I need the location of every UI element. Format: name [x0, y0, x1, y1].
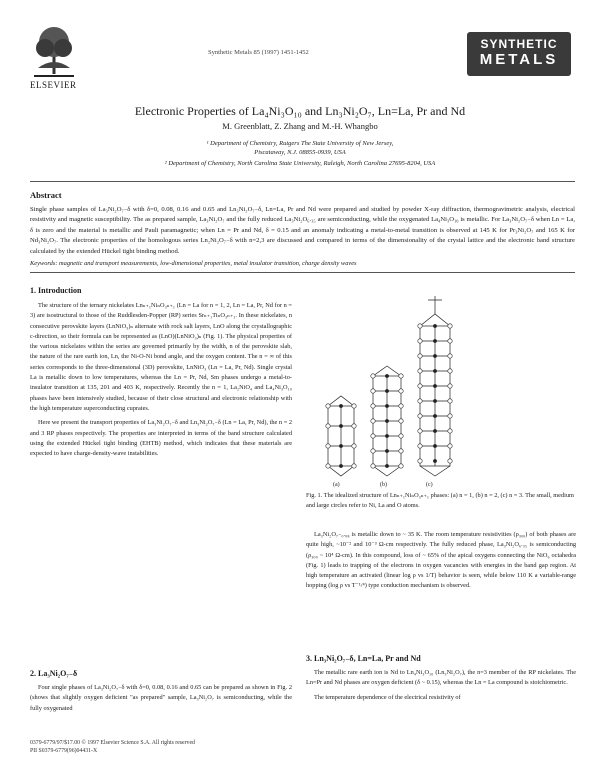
atom-marker: [385, 464, 388, 467]
atom-marker: [448, 324, 452, 328]
section-3-heading: 3. Ln₃Ni₂O₇₋δ, Ln=La, Pr and Nd: [306, 654, 421, 663]
atom-marker: [433, 369, 436, 372]
atom-marker: [448, 414, 452, 418]
atom-marker: [418, 399, 422, 403]
atom-marker: [399, 389, 403, 393]
atom-marker: [326, 464, 330, 468]
section-3-body: [306, 668, 576, 707]
publisher-name: ELSEVIER: [30, 80, 77, 90]
atom-marker: [448, 354, 452, 358]
atom-marker: [399, 464, 403, 468]
atom-marker: [433, 324, 436, 327]
atom-markers: [326, 324, 452, 468]
atom-marker: [352, 464, 356, 468]
atom-marker: [326, 424, 330, 428]
atom-marker: [448, 399, 452, 403]
atom-marker: [448, 444, 452, 448]
atom-marker: [418, 429, 422, 433]
copyright-line: 0379-6779/97/$17.00 © 1997 Elsevier Science S.A. All rights reserved: [30, 740, 195, 746]
atom-marker: [418, 369, 422, 373]
atom-marker: [399, 374, 403, 378]
atom-marker: [371, 374, 375, 378]
atom-marker: [418, 339, 422, 343]
atom-marker: [418, 384, 422, 388]
intro-paragraph-2: Here we present the transport properties of La₃Ni₂O₇₋δ and Ln₃Ni₂O₇₋δ (Ln = La, Pr, Nd), the n = 2 and 3 RP phases respectively. The properties are interpreted in terms of the band structure calculated using the extended Hückel tight binding (EHTB) method, which indicates that these materials are expected to have charge-density-wave instabilities.: [30, 419, 292, 458]
atom-marker: [418, 414, 422, 418]
atom-marker: [448, 369, 452, 373]
atom-marker: [399, 419, 403, 423]
atom-marker: [371, 404, 375, 408]
atom-marker: [433, 414, 436, 417]
atom-marker: [371, 464, 375, 468]
atom-marker: [385, 389, 388, 392]
brand-line2: METALS: [479, 51, 559, 68]
affiliation-1: ¹ Department of Chemistry, Rutgers The State University of New Jersey,: [206, 140, 394, 147]
atom-marker: [433, 384, 436, 387]
atom-marker: [385, 449, 388, 452]
copyright-footer: [30, 739, 195, 755]
atom-marker: [448, 339, 452, 343]
section-3-paragraph-1: The metallic rare earth ion is Nd to Ln₄Ni₃O₁₀ (Ln₃Ni₂O₇), the n=3 member of the RP nickelates. The Ln=Pr and Nd phases are oxygen deficient (δ ~ 0.15), whereas the Ln = La compound is stoichiometric.: [306, 669, 576, 687]
atom-marker: [371, 449, 375, 453]
atom-marker: [433, 339, 436, 342]
journal-brand: [467, 32, 571, 76]
atom-marker: [385, 374, 388, 377]
atom-marker: [352, 404, 356, 408]
section-1-heading: 1. Introduction: [30, 286, 82, 295]
atom-marker: [433, 459, 436, 462]
atom-marker: [418, 444, 422, 448]
atom-marker: [399, 434, 403, 438]
pii-line: PII S0379-6779(96)04431-X: [30, 748, 98, 754]
atom-marker: [448, 384, 452, 388]
right-paragraph-1: La₃Ni₂O₇₋₀.₀₈ is metallic down to ~ 35 K. The room temperature resistivities (ρ₃₀₀) of both phases are quite high, ~10⁻² and 10⁻³ Ω-cm respectively. The fully reduced phase, La₃Ni₂O₆.₃₅ is semiconducting (ρ₃₀₀ ~ 10⁴ Ω-cm). In this compound, loss of ~ 65% of the apical oxygens connecting the NiO₆ octahedra (Fig. 1) leads to trapping of the electrons in oxygen vacancies with energies in the band gap region. At high temperature an activated (linear log ρ vs 1/T) behavior is seen, while below 110 K a variable-range hopping (log ρ vs T⁻¹/⁴) type conduction mechanism is observed.: [306, 531, 576, 590]
atom-marker: [433, 354, 436, 357]
article-authors: M. Greenblatt, Z. Zhang and M.-H. Whangbo: [222, 121, 378, 131]
atom-marker: [385, 419, 388, 422]
atom-marker: [399, 449, 403, 453]
atom-marker: [418, 459, 422, 463]
elsevier-tree-logo: [30, 22, 78, 80]
section-2-paragraph-1: Four single phases of La₃Ni₂O₇₋δ with δ=0, 0.08, 0.16 and 0.65 can be prepared as shown in Fig. 2 (shows that slightly oxygen deficient "as prepared" sample, La₃Ni₂O₇ is semiconducting, while the fully oxygenated: [30, 684, 292, 712]
atom-marker: [385, 404, 388, 407]
intro-paragraph-1: The structure of the ternary nickelates Lnₙ₊₁NiₙO₃ₙ₊₁ (Ln = La for n = 1, 2, Ln = La, Pr, Nd for n = 3) are isostructural to those of the Ruddlesden-Popper (RP) series Srₙ₊₁TiₙO₃ₙ₊₁. In these nickelates, n consecutive perovskite layers (LnNiO₃)ₙ alternate with rock salt layers, LnO along the crystallographic c-direction, so their formula can be represented as (LnO)(LnNiO₃)ₙ (Fig. 1). The physical properties of the various nickelates within the series are governed primarily by the width, n of the perovskite slab, the nature of the rare earth ion, Ln, the Ni-O-Ni bond angle, and the oxygen content. The n = ∞ of this series corresponds to the three-dimensional (3D) perovskite, LnNiO₃ (Ln = La, Pr, Nd). Single crystal La is metallic down to low temperatures, whereas the Ln = Pr, Nd, Sm phases undergo a metal-to-insulator transition at 135, 201 and 403 K, respectively. Recently the n = 1, La₂NiO₄ and La₄Ni₃O₁₀ phases have been intensively studied, because of their close structural and electronic relationship with the high temperature superconducting cuprates.: [30, 302, 292, 412]
atom-marker: [433, 429, 436, 432]
section-3-paragraph-2: The temperature dependence of the electrical resistivity of: [314, 693, 461, 701]
figure-label-c: (c): [426, 482, 433, 488]
atom-marker: [326, 404, 330, 408]
atom-marker: [339, 444, 342, 447]
section-2-body: [30, 683, 292, 718]
atom-marker: [433, 444, 436, 447]
article-title: Electronic Properties of La₄Ni₃O₁₀ and Ln₃Ni₂O₇, Ln=La, Pr and Nd: [134, 104, 466, 118]
right-column-body: [306, 530, 576, 596]
atom-marker: [433, 399, 436, 402]
abstract-heading: Abstract: [30, 190, 62, 200]
structure-a: [328, 396, 354, 476]
section-2-heading: 2. La₃Ni₂O₇₋δ: [30, 669, 78, 678]
section-1-body: [30, 301, 292, 463]
atom-marker: [371, 434, 375, 438]
atom-marker: [352, 424, 356, 428]
atom-marker: [418, 354, 422, 358]
atom-marker: [418, 324, 422, 328]
figure-caption: Fig. 1. The idealized structure of Lnₙ₊₁NiₙO₃ₙ₊₁ phases: (a) n = 1, (b) n = 2, (c) n = 3. The small, medium and large circles refer to Ni, La and O atoms.: [306, 492, 574, 509]
atom-marker: [371, 419, 375, 423]
divider-abstract: [30, 272, 575, 273]
divider-top: [30, 181, 575, 182]
atom-marker: [339, 464, 342, 467]
atom-marker: [385, 434, 388, 437]
atom-marker: [339, 404, 342, 407]
atom-marker: [371, 389, 375, 393]
affiliation-1-address: Piscataway, N.J. 08855-0939, USA: [254, 149, 346, 156]
crystal-structure-figure: [318, 286, 478, 491]
atom-marker: [352, 444, 356, 448]
abstract-text: Single phase samples of La₃Ni₂O₇₋δ with δ=0, 0.08, 0.16 and 0.65 and Ln₃Ni₂O₇₋δ, Ln=La, Pr and Nd were prepared and studied by powder X-ray diffraction, thermogravimetric analysis, electrical resistivity and magnetic susceptibility. The as prepared sample, La₃Ni₂O₇ and the fully reduced La₃Ni₂O₆.₃₅ are semiconducting, while the oxygenated La₄Ni₃O₁₀ is metallic. For La₃Ni₂O₇₋δ when Ln = La, δ is zero and the material is metallic and Pauli paramagnetic; when Ln = Pr and Nd, δ = 0.15 and an anomaly indicating a metal-to-metal transition is observed at 145 K for Pr₃Ni₂O₇ and 165 K for Nd₃Ni₂O₇. The electronic properties of the homologous series Ln₂Ni₂O₇₋δ with n=2,3 are discussed and compared in terms of the dimensionality of the crystal lattice and the electronic band structure calculated by the extended Hückel tight binding method.: [30, 206, 575, 255]
atom-marker: [448, 459, 452, 463]
affiliation-2: ² Department of Chemistry, North Carolina State University, Raleigh, North Carolina 27695-8204, USA: [164, 160, 436, 167]
brand-line1: SYNTHETIC: [480, 37, 558, 51]
atom-marker: [399, 404, 403, 408]
atom-marker: [339, 424, 342, 427]
figure-label-a: (a): [333, 482, 340, 488]
journal-reference: Synthetic Metals 85 (1997) 1451-1452: [208, 49, 309, 56]
atom-marker: [448, 429, 452, 433]
atom-marker: [326, 444, 330, 448]
keywords: Keywords: magnetic and transport measurements, low-dimensional properties, metal insulator transition, charge density waves: [30, 260, 357, 267]
figure-label-b: (b): [380, 482, 387, 488]
